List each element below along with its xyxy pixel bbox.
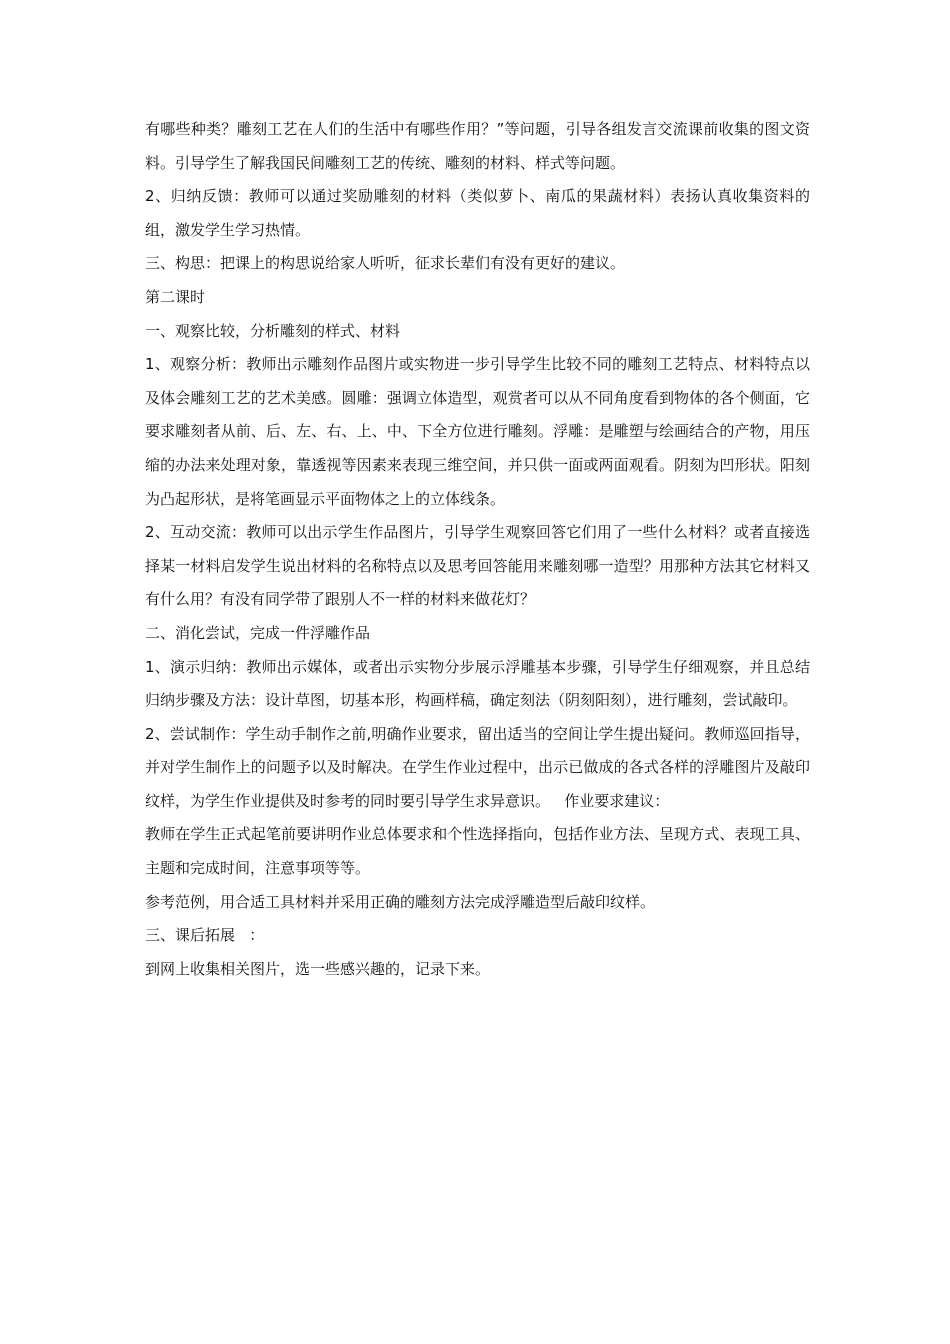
section-heading-extension: 三、课后拓展 ： [145,926,265,945]
paragraph-try-making: 2、尝试制作：学生动手制作之前,明确作业要求，留出适当的空间让学生提出疑问。教师巡回指导，并对学生制作上的问题予以及时解决。在学生作业过程中，出示已做成的各式各样的浮雕图片及敲印纹样，为学生作业提供及时参考的同时要引导学生求异意识。 作业要求建议： [145,724,810,810]
section-heading-observe: 一、观察比较，分析雕刻的样式、材料 [145,321,401,340]
paragraph-reference-example: 参考范例，用合适工具材料并采用正确的雕刻方法完成浮雕造型后敲印纹样。 [145,892,656,911]
paragraph-intro-questions: 有哪些种类？雕刻工艺在人们的生活中有哪些作用？”等问题，引导各组发言交流课前收集的图文资料。引导学生了解我国民间雕刻工艺的传统、雕刻的材料、样式等问题。 [145,120,810,172]
section-heading-relief: 二、消化尝试，完成一件浮雕作品 [145,623,371,642]
paragraph-teacher-requirements: 教师在学生正式起笔前要讲明作业总体要求和个性选择指向，包括作业方法、呈现方式、表现工具、主题和完成时间，注意事项等等。 [145,825,810,878]
paragraph-interaction: 2、互动交流：教师可以出示学生作品图片，引导学生观察回答它们用了一些什么材料？或者直接选择某一材料启发学生说出材料的名称特点以及思考回答能用来雕刻哪一造型？用那种方法其它材料又有什么用？有没有同学带了跟别人不一样的材料来做花灯？ [145,523,810,609]
paragraph-demonstration: 1、演示归纳：教师出示媒体，或者出示实物分步展示浮雕基本步骤，引导学生仔细观察，并且总结归纳步骤及方法：设计草图，切基本形，构画样稿，确定刻法（阴刻阳刻），进行雕刻，尝试敲印。 [145,657,810,710]
paragraph-feedback: 2、归纳反馈：教师可以通过奖励雕刻的材料（类似萝卜、南瓜的果蔬材料）表扬认真收集资料的组，激发学生学习热情。 [145,187,810,239]
document-page [145,113,810,986]
paragraph-concept: 三、构思：把课上的构思说给家人听听，征求长辈们有没有更好的建议。 [145,254,626,273]
paragraph-observe-analysis: 1、观察分析：教师出示雕刻作品图片或实物进一步引导学生比较不同的雕刻工艺特点、材料特点以及体会雕刻工艺的艺术美感。圆雕：强调立体造型，观赏者可以从不同角度看到物体的各个侧面，它要求雕刻者从前、后、左、右、上、中、下全方位进行雕刻。浮雕：是雕塑与绘画结合的产物，用压缩的办法来处理对象，靠透视等因素来表现三维空间，并只供一面或两面观看。阴刻为凹形状。阳刻为凸起形状，是将笔画显示平面物体之上的立体线条。 [145,355,810,508]
paragraph-online-collection: 到网上收集相关图片，选一些感兴趣的，记录下来。 [145,959,491,978]
section-heading-second-lesson: 第二课时 [145,287,206,306]
